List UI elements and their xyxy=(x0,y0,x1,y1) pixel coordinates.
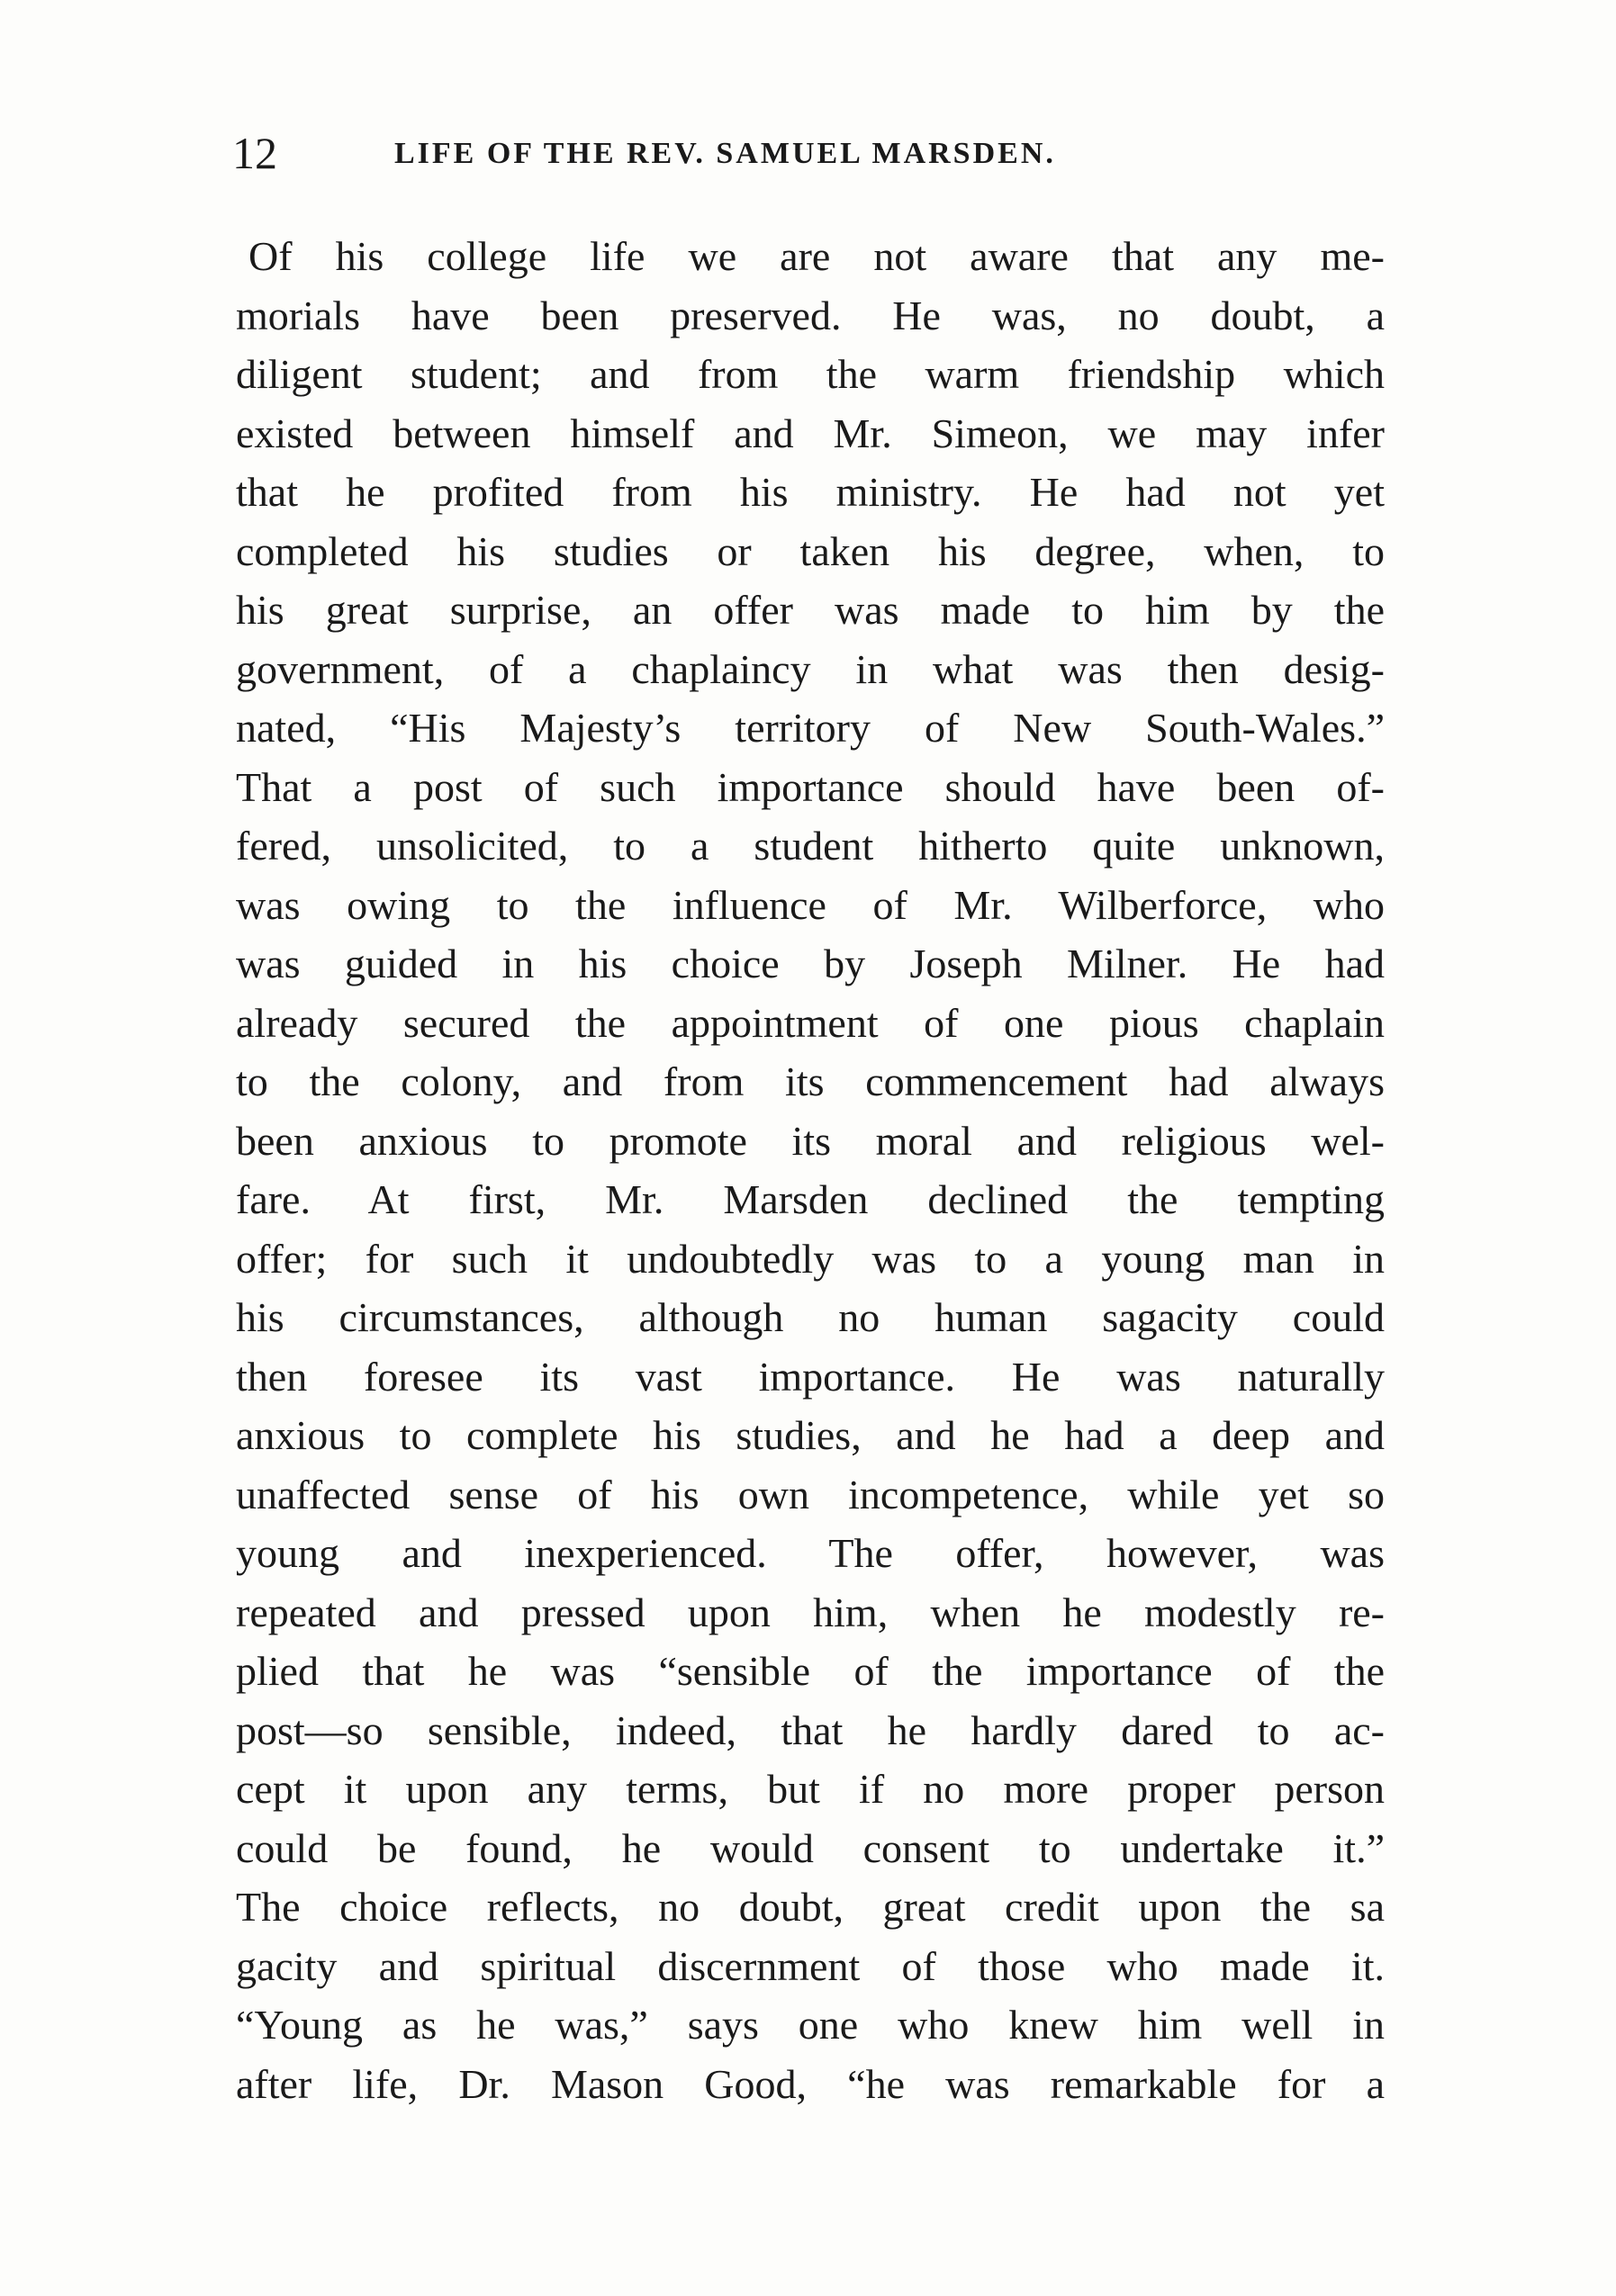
text-line: young and inexperienced. The offer, however, was xyxy=(236,1530,1385,1576)
text-line: his great surprise, an offer was made to him by the xyxy=(236,587,1385,633)
page-number: 12 xyxy=(232,128,277,178)
running-title: LIFE OF THE REV. SAMUEL MARSDEN. xyxy=(394,137,1056,170)
text-line: to the colony, and from its commencement had always xyxy=(236,1058,1385,1104)
text-line: was guided in his choice by Joseph Milner. He had xyxy=(236,941,1385,986)
text-line: completed his studies or taken his degree, when, to xyxy=(236,527,1385,574)
text-line: that he profited from his ministry. He had not yet xyxy=(236,469,1385,515)
text-line: The choice reflects, no doubt, great credit upon the sa xyxy=(236,1884,1385,1930)
text-line: his circumstances, although no human sagacity could xyxy=(236,1294,1385,1340)
text-line: unaffected sense of his own incompetence, while yet so xyxy=(236,1471,1385,1517)
text-line: gacity and spiritual discernment of those who made it. xyxy=(236,1942,1385,1989)
text-line: offer; for such it undoubtedly was to a young man in xyxy=(236,1235,1385,1282)
text-line: fered, unsolicited, to a student hitherto quite unknown, xyxy=(236,823,1385,869)
text-line: existed between himself and Mr. Simeon, we may infer xyxy=(236,410,1385,456)
text-line: fare. At first, Mr. Marsden declined the tempting xyxy=(236,1176,1385,1222)
text-line: after life, Dr. Mason Good, “he was remarkable for a xyxy=(236,2060,1385,2107)
text-line: anxious to complete his studies, and he had a deep and xyxy=(236,1412,1385,1458)
running-head xyxy=(232,126,1385,180)
body-text xyxy=(236,227,1385,2113)
text-line: repeated and pressed upon him, when he modestly re- xyxy=(236,1589,1385,1635)
text-line: diligent student; and from the warm friendship which xyxy=(236,351,1385,397)
text-line: morials have been preserved. He was, no doubt, a xyxy=(236,292,1385,338)
text-line: been anxious to promote its moral and religious wel- xyxy=(236,1117,1385,1164)
text-line: government, of a chaplaincy in what was then desig- xyxy=(236,645,1385,692)
text-line: post—so sensible, indeed, that he hardly dared to ac- xyxy=(236,1706,1385,1753)
text-line: then foresee its vast importance. He was naturally xyxy=(236,1353,1385,1400)
text-line: Of his college life we are not aware that any me- xyxy=(248,233,1385,279)
text-line: already secured the appointment of one pious chaplain xyxy=(236,999,1385,1046)
text-line: could be found, he would consent to undertake it.” xyxy=(236,1824,1385,1871)
text-line: was owing to the influence of Mr. Wilberforce, who xyxy=(236,881,1385,928)
text-line: plied that he was “sensible of the importance of the xyxy=(236,1648,1385,1694)
text-line: nated, “His Majesty’s territory of New South-Wales.” xyxy=(236,705,1385,751)
text-line: That a post of such importance should have been of- xyxy=(236,763,1385,810)
text-line: cept it upon any terms, but if no more proper person xyxy=(236,1766,1385,1812)
text-line: “Young as he was,” says one who knew him well in xyxy=(236,2002,1385,2048)
